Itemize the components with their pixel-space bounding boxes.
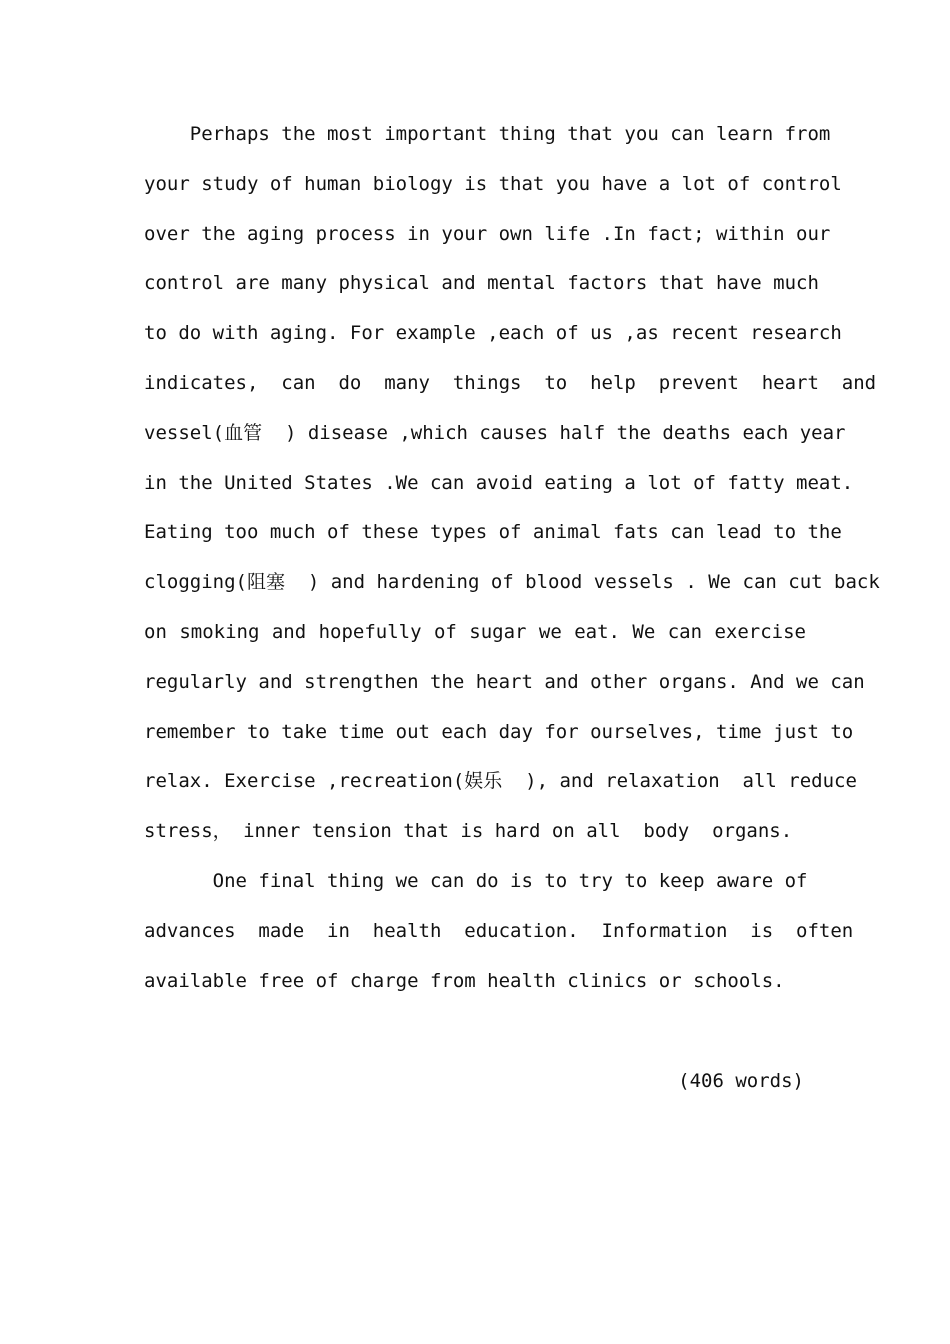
text-line: to do with aging. For example ,each of us ,as recent research [144, 322, 842, 345]
text-line: remember to take time out each day for ourselves, time just to [144, 720, 854, 743]
text-line: regularly and strengthen the heart and other organs. And we can [144, 670, 865, 693]
text-line: One final thing we can do is to try to keep aware of [144, 869, 808, 892]
text-line: over the aging process in your own life .In fact; within our [144, 222, 831, 245]
text-line: stress， inner tension that is hard on all body organs. [144, 820, 793, 843]
article-text [144, 110, 880, 1006]
text-line: relax. Exercise ,recreation(娱乐 ), and relaxation all reduce [144, 770, 857, 793]
text-line: Perhaps the most important thing that you can learn from [144, 123, 831, 145]
text-line: available free of charge from health clinics or schools. [144, 969, 785, 992]
text-line: vessel(血管 ) disease ,which causes half the deaths each year [144, 421, 846, 444]
text-line: clogging(阻塞 ) and hardening of blood vessels . We can cut back [144, 571, 880, 594]
text-line: Eating too much of these types of animal fats can lead to the [144, 521, 842, 544]
word-count: (406 words) [678, 1070, 804, 1092]
text-line: in the United States .We can avoid eating a lot of fatty meat. [144, 471, 854, 494]
text-line: control are many physical and mental factors that have much [144, 272, 819, 295]
text-line: advances made in health education. Information is often [144, 919, 854, 942]
text-line: on smoking and hopefully of sugar we eat. We can exercise [144, 620, 806, 643]
text-line: your study of human biology is that you have a lot of control [144, 172, 842, 195]
text-line: indicates, can do many things to help prevent heart and [144, 371, 877, 394]
